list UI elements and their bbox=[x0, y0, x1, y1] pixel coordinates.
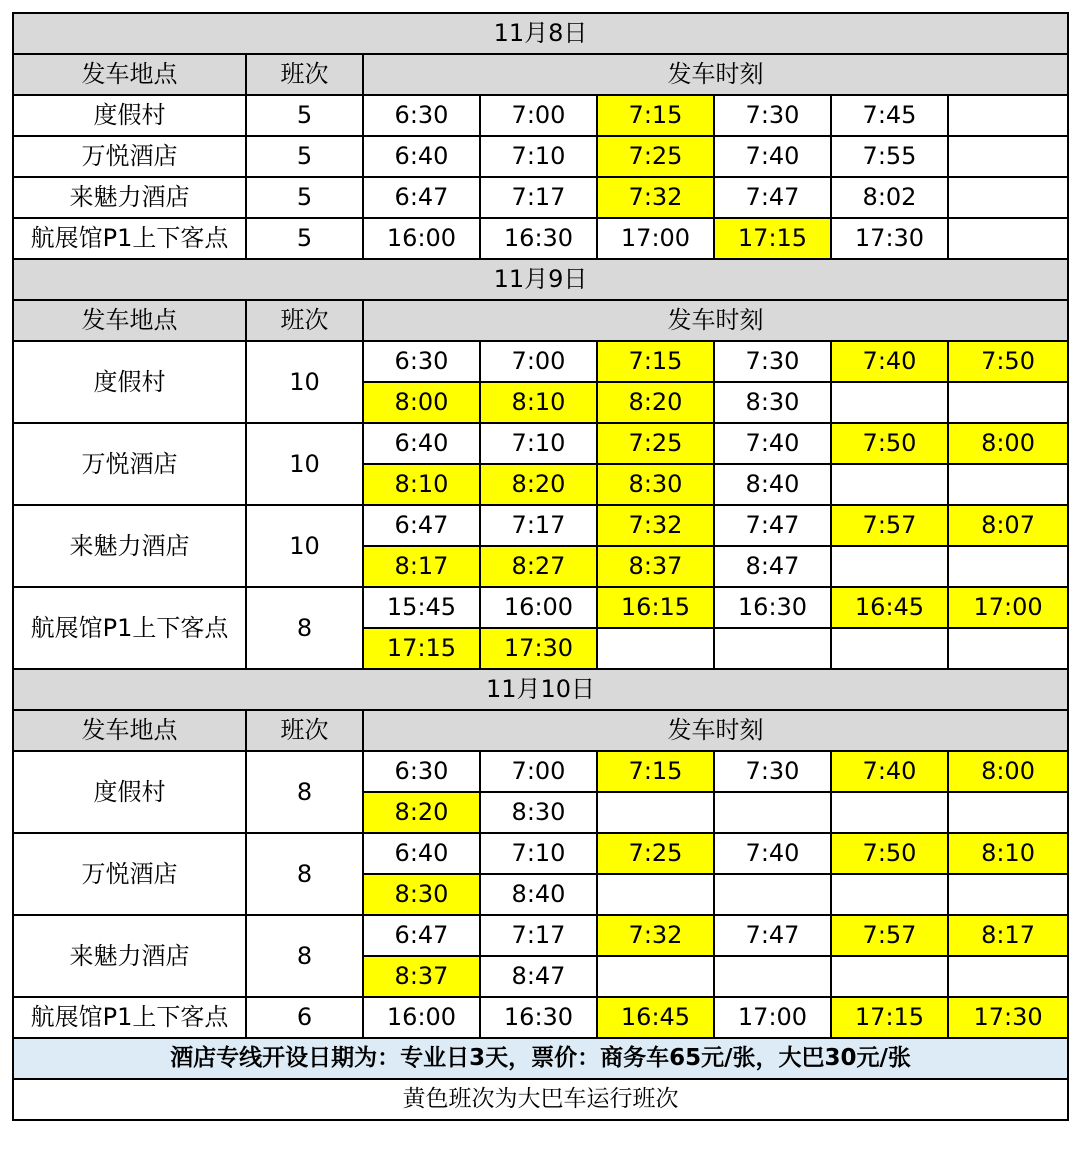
bus-time-cell: 7:50 bbox=[831, 833, 948, 874]
trips-cell: 5 bbox=[246, 136, 363, 177]
schedule-row bbox=[13, 136, 1068, 177]
trips-cell: 10 bbox=[246, 423, 363, 505]
trips-cell: 5 bbox=[246, 95, 363, 136]
time-cell bbox=[831, 464, 948, 505]
bus-time-cell: 17:15 bbox=[714, 218, 831, 259]
time-cell: 7:30 bbox=[714, 341, 831, 382]
bus-time-cell: 7:40 bbox=[831, 751, 948, 792]
schedule-row bbox=[13, 833, 1068, 874]
schedule-row bbox=[13, 997, 1068, 1038]
time-cell: 6:30 bbox=[363, 95, 480, 136]
time-cell bbox=[948, 792, 1068, 833]
time-cell bbox=[948, 382, 1068, 423]
bus-time-cell: 7:32 bbox=[597, 177, 714, 218]
schedule-row bbox=[13, 915, 1068, 956]
bus-time-cell: 7:32 bbox=[597, 915, 714, 956]
bus-time-cell: 8:10 bbox=[363, 464, 480, 505]
bus-time-cell: 8:17 bbox=[363, 546, 480, 587]
schedule-row bbox=[13, 95, 1068, 136]
time-cell: 16:30 bbox=[480, 218, 597, 259]
schedule-row bbox=[13, 341, 1068, 382]
time-cell: 8:30 bbox=[714, 382, 831, 423]
time-cell: 7:47 bbox=[714, 915, 831, 956]
trips-cell: 10 bbox=[246, 341, 363, 423]
bus-time-cell: 8:27 bbox=[480, 546, 597, 587]
header-trips: 班次 bbox=[246, 54, 363, 95]
bus-time-cell: 7:32 bbox=[597, 505, 714, 546]
schedule-row bbox=[13, 505, 1068, 546]
trips-cell: 8 bbox=[246, 915, 363, 997]
bus-time-cell: 8:07 bbox=[948, 505, 1068, 546]
header-location: 发车地点 bbox=[13, 54, 246, 95]
time-cell: 7:00 bbox=[480, 751, 597, 792]
bus-time-cell: 7:25 bbox=[597, 136, 714, 177]
location-cell: 航展馆P1上下客点 bbox=[13, 997, 246, 1038]
time-cell bbox=[597, 956, 714, 997]
shuttle-schedule-table bbox=[12, 12, 1069, 1121]
time-cell bbox=[948, 95, 1068, 136]
time-cell: 7:45 bbox=[831, 95, 948, 136]
bus-time-cell: 7:25 bbox=[597, 423, 714, 464]
date-label: 11月10日 bbox=[13, 669, 1068, 710]
time-cell: 7:10 bbox=[480, 833, 597, 874]
time-cell: 16:30 bbox=[480, 997, 597, 1038]
time-cell: 6:47 bbox=[363, 915, 480, 956]
location-cell: 来魅力酒店 bbox=[13, 915, 246, 997]
time-cell: 16:00 bbox=[480, 587, 597, 628]
time-cell: 7:00 bbox=[480, 341, 597, 382]
time-cell bbox=[831, 956, 948, 997]
time-cell: 7:47 bbox=[714, 505, 831, 546]
schedule-row bbox=[13, 177, 1068, 218]
date-row bbox=[13, 669, 1068, 710]
bus-time-cell: 8:37 bbox=[597, 546, 714, 587]
time-cell bbox=[948, 136, 1068, 177]
location-cell: 万悦酒店 bbox=[13, 833, 246, 915]
time-cell: 6:47 bbox=[363, 505, 480, 546]
location-cell: 万悦酒店 bbox=[13, 136, 246, 177]
time-cell bbox=[714, 628, 831, 669]
time-cell bbox=[597, 628, 714, 669]
bus-time-cell: 8:20 bbox=[597, 382, 714, 423]
time-cell bbox=[948, 956, 1068, 997]
bus-time-cell: 16:45 bbox=[597, 997, 714, 1038]
time-cell: 15:45 bbox=[363, 587, 480, 628]
bus-time-cell: 7:25 bbox=[597, 833, 714, 874]
time-cell: 16:00 bbox=[363, 997, 480, 1038]
time-cell: 7:17 bbox=[480, 177, 597, 218]
time-cell bbox=[714, 956, 831, 997]
time-cell bbox=[831, 628, 948, 669]
trips-cell: 5 bbox=[246, 218, 363, 259]
time-cell: 7:55 bbox=[831, 136, 948, 177]
column-header-row bbox=[13, 54, 1068, 95]
time-cell: 7:40 bbox=[714, 136, 831, 177]
bus-time-cell: 7:57 bbox=[831, 915, 948, 956]
bus-time-cell: 8:37 bbox=[363, 956, 480, 997]
location-cell: 万悦酒店 bbox=[13, 423, 246, 505]
time-cell bbox=[831, 874, 948, 915]
bus-time-cell: 8:00 bbox=[948, 751, 1068, 792]
bus-time-cell: 7:15 bbox=[597, 95, 714, 136]
trips-cell: 6 bbox=[246, 997, 363, 1038]
time-cell: 6:30 bbox=[363, 341, 480, 382]
time-cell bbox=[831, 382, 948, 423]
column-header-row bbox=[13, 710, 1068, 751]
bus-time-cell: 8:20 bbox=[363, 792, 480, 833]
time-cell bbox=[714, 792, 831, 833]
header-trips: 班次 bbox=[246, 710, 363, 751]
bus-time-cell: 8:30 bbox=[363, 874, 480, 915]
time-cell bbox=[831, 546, 948, 587]
time-cell bbox=[948, 177, 1068, 218]
bus-time-cell: 17:30 bbox=[480, 628, 597, 669]
bus-time-cell: 17:15 bbox=[363, 628, 480, 669]
bus-time-cell: 8:00 bbox=[363, 382, 480, 423]
time-cell: 7:30 bbox=[714, 95, 831, 136]
time-cell: 7:30 bbox=[714, 751, 831, 792]
trips-cell: 8 bbox=[246, 833, 363, 915]
time-cell: 16:30 bbox=[714, 587, 831, 628]
trips-cell: 8 bbox=[246, 587, 363, 669]
location-cell: 航展馆P1上下客点 bbox=[13, 218, 246, 259]
time-cell: 6:40 bbox=[363, 423, 480, 464]
time-cell: 7:00 bbox=[480, 95, 597, 136]
location-cell: 航展馆P1上下客点 bbox=[13, 587, 246, 669]
time-cell bbox=[948, 218, 1068, 259]
time-cell: 7:40 bbox=[714, 423, 831, 464]
trips-cell: 5 bbox=[246, 177, 363, 218]
schedule-body bbox=[13, 13, 1068, 1120]
header-location: 发车地点 bbox=[13, 300, 246, 341]
time-cell: 7:10 bbox=[480, 423, 597, 464]
time-cell: 6:30 bbox=[363, 751, 480, 792]
bus-time-cell: 7:40 bbox=[831, 341, 948, 382]
bus-time-cell: 7:15 bbox=[597, 751, 714, 792]
header-location: 发车地点 bbox=[13, 710, 246, 751]
footer-row bbox=[13, 1079, 1068, 1120]
time-cell bbox=[597, 792, 714, 833]
header-times: 发车时刻 bbox=[363, 300, 1068, 341]
bus-time-cell: 7:15 bbox=[597, 341, 714, 382]
date-row bbox=[13, 259, 1068, 300]
location-cell: 来魅力酒店 bbox=[13, 177, 246, 218]
bus-time-cell: 16:45 bbox=[831, 587, 948, 628]
time-cell: 16:00 bbox=[363, 218, 480, 259]
time-cell: 8:47 bbox=[714, 546, 831, 587]
time-cell: 6:40 bbox=[363, 136, 480, 177]
date-label: 11月9日 bbox=[13, 259, 1068, 300]
column-header-row bbox=[13, 300, 1068, 341]
time-cell bbox=[714, 874, 831, 915]
time-cell: 7:47 bbox=[714, 177, 831, 218]
bus-time-cell: 17:30 bbox=[948, 997, 1068, 1038]
time-cell: 17:00 bbox=[714, 997, 831, 1038]
bus-time-cell: 7:57 bbox=[831, 505, 948, 546]
time-cell bbox=[948, 546, 1068, 587]
bus-time-cell: 17:15 bbox=[831, 997, 948, 1038]
bus-time-cell: 8:00 bbox=[948, 423, 1068, 464]
time-cell bbox=[948, 874, 1068, 915]
bus-time-cell: 8:20 bbox=[480, 464, 597, 505]
trips-cell: 10 bbox=[246, 505, 363, 587]
notice-row bbox=[13, 1038, 1068, 1079]
bus-time-cell: 8:30 bbox=[597, 464, 714, 505]
time-cell: 8:02 bbox=[831, 177, 948, 218]
schedule-row bbox=[13, 423, 1068, 464]
bus-time-cell: 17:00 bbox=[948, 587, 1068, 628]
bus-time-cell: 8:10 bbox=[948, 833, 1068, 874]
notice-text: 酒店专线开设日期为：专业日3天，票价：商务车65元/张，大巴30元/张 bbox=[13, 1038, 1068, 1079]
time-cell: 8:30 bbox=[480, 792, 597, 833]
time-cell: 7:40 bbox=[714, 833, 831, 874]
bus-time-cell: 7:50 bbox=[831, 423, 948, 464]
time-cell: 8:47 bbox=[480, 956, 597, 997]
time-cell: 17:30 bbox=[831, 218, 948, 259]
time-cell bbox=[948, 628, 1068, 669]
time-cell bbox=[831, 792, 948, 833]
schedule-row bbox=[13, 218, 1068, 259]
header-times: 发车时刻 bbox=[363, 710, 1068, 751]
bus-time-cell: 16:15 bbox=[597, 587, 714, 628]
time-cell: 8:40 bbox=[480, 874, 597, 915]
location-cell: 度假村 bbox=[13, 751, 246, 833]
location-cell: 度假村 bbox=[13, 95, 246, 136]
bus-time-cell: 7:50 bbox=[948, 341, 1068, 382]
time-cell: 7:17 bbox=[480, 505, 597, 546]
bus-time-cell: 8:10 bbox=[480, 382, 597, 423]
time-cell: 7:10 bbox=[480, 136, 597, 177]
time-cell bbox=[948, 464, 1068, 505]
location-cell: 来魅力酒店 bbox=[13, 505, 246, 587]
schedule-row bbox=[13, 587, 1068, 628]
schedule-row bbox=[13, 751, 1068, 792]
header-trips: 班次 bbox=[246, 300, 363, 341]
time-cell: 8:40 bbox=[714, 464, 831, 505]
bus-time-cell: 8:17 bbox=[948, 915, 1068, 956]
date-row bbox=[13, 13, 1068, 54]
time-cell bbox=[597, 874, 714, 915]
location-cell: 度假村 bbox=[13, 341, 246, 423]
time-cell: 17:00 bbox=[597, 218, 714, 259]
footer-note: 黄色班次为大巴车运行班次 bbox=[13, 1079, 1068, 1120]
trips-cell: 8 bbox=[246, 751, 363, 833]
time-cell: 6:40 bbox=[363, 833, 480, 874]
date-label: 11月8日 bbox=[13, 13, 1068, 54]
time-cell: 6:47 bbox=[363, 177, 480, 218]
time-cell: 7:17 bbox=[480, 915, 597, 956]
header-times: 发车时刻 bbox=[363, 54, 1068, 95]
